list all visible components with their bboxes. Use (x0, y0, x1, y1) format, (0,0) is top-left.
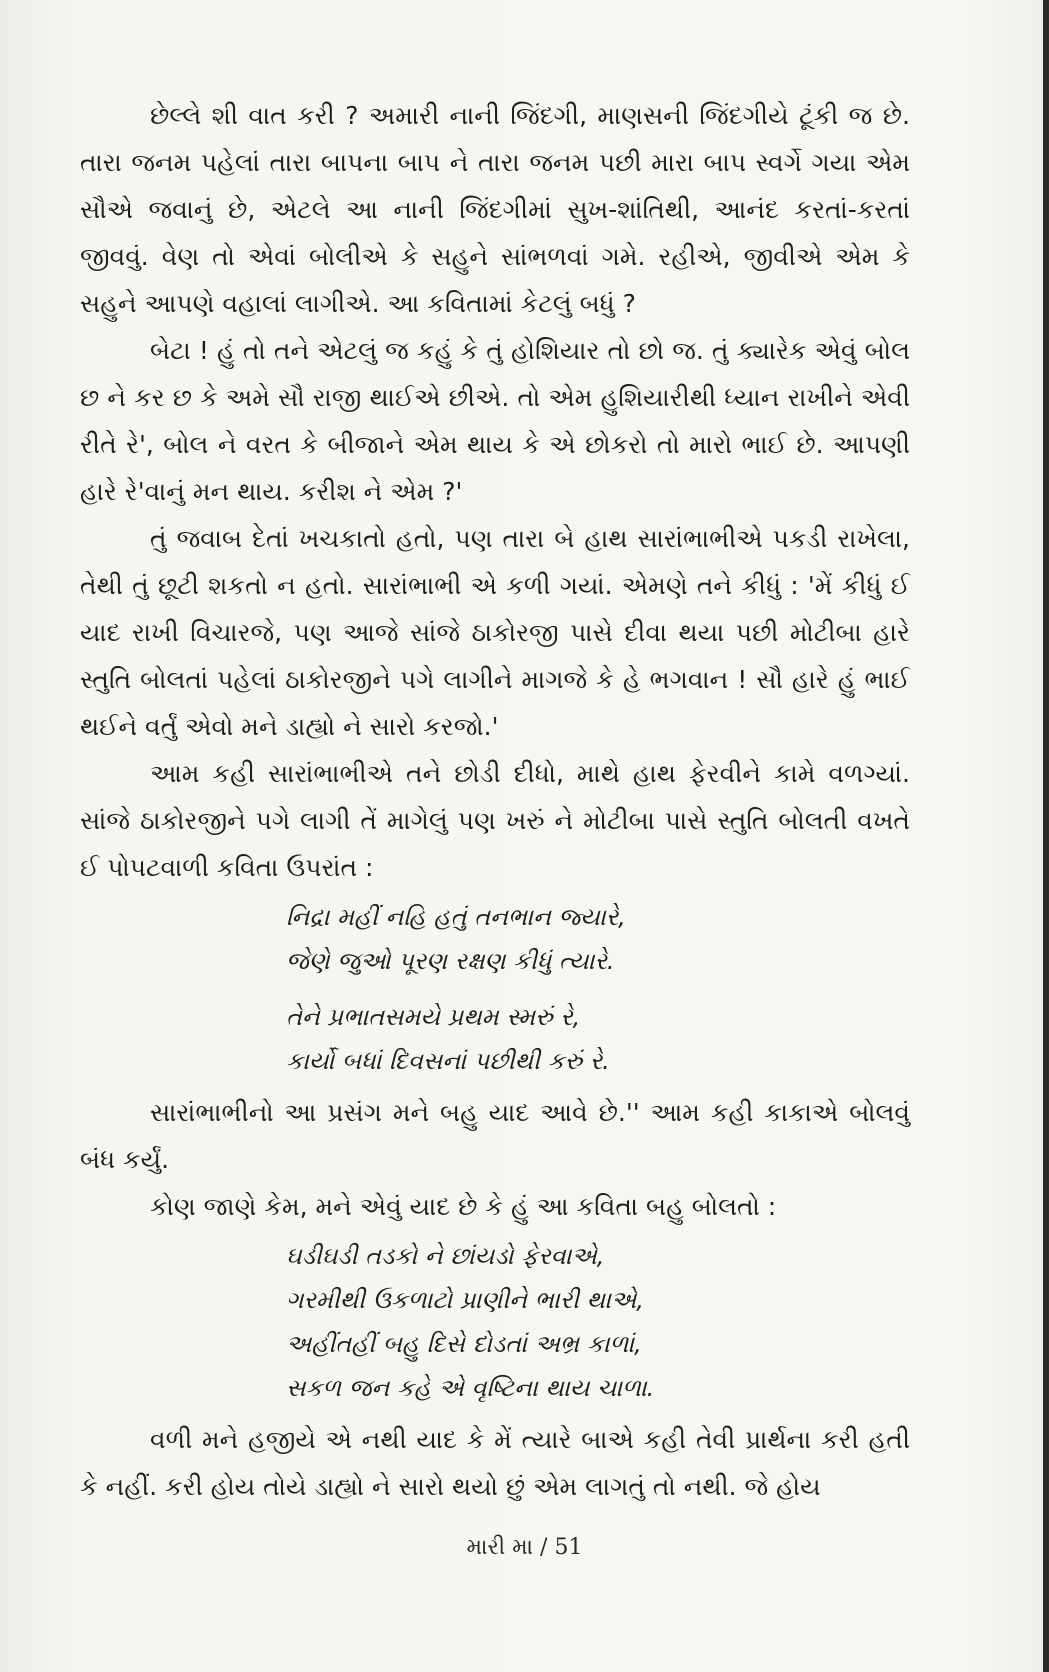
paragraph-1: છેલ્લે શી વાત કરી ? અમારી નાની જિંદગી, માણસની જિંદગીયે ટૂંકી જ છે. તારા જનમ પહેલાં તારા બાપના બાપ ને તારા જનમ પછી મારા બાપ સ્વર્ગે ગયા એમ સૌએ જવાનું છે, એટલે આ નાની જિંદગીમાં સુખ-શાંતિથી, આનંદ કરતાં-કરતાં જીવવું. વેણ તો એવાં બોલીએ કે સહુને સાંભળવાં ગમે. રહીએ, જીવીએ એમ કે સહુને આપણે વહાલાં લાગીએ. આ કવિતામાં કેટલું બધું ? (80, 101, 910, 318)
paragraph-4: આમ કહી સારાંભાભીએ તને છોડી દીધો, માથે હાથ ફેરવીને કામે વળગ્યાં. સાંજે ઠાકોરજીને પગે લાગી તેં માગેલું પણ ખરું ને મોટીબા પાસે સ્તુતિ બોલતી વખતે ઈ પોપટવાળી કવિતા ઉપરાંત : (80, 759, 910, 882)
page-footer: મારી મા / 51 (466, 1535, 583, 1560)
poem-line: સકળ જન કહે એ વૃષ્ટિના થાય ચાળા. (286, 1374, 655, 1402)
poem-line: અહીંતહીં બહુ દિસે દોડતાં અભ્ર કાળાં, (286, 1330, 642, 1358)
paragraph-2: બેટા ! હું તો તને એટલું જ કહું કે તું હોશિયાર તો છો જ. તું ક્યારેક એવું બોલ છ ને કર છ કે અમે સૌ રાજી થાઈએ છીએ. તો એમ હુશિયારીથી ધ્યાન રાખીને એવી રીતે રે', બોલ ને વરત કે બીજાને એમ થાય કે એ છોકરો તો મારો ભાઈ છે. આપણી હારે રે'વાનું મન થાય. કરીશ ને એમ ?' (80, 336, 910, 506)
paragraph-6: કોણ જાણે કેમ, મને એવું યાદ છે કે હું આ કવિતા બહુ બોલતો : (150, 1192, 777, 1221)
poem-line: જેણે જુઓ પૂરણ રક્ષણ કીધું ત્યારે. (286, 947, 615, 975)
poem-line: ગરમીથી ઉકળાટો પ્રાણીને ભારી થાએ, (286, 1286, 644, 1314)
stanza-gap (286, 983, 910, 995)
poem-line: નિદ્રા મહીં નહિ હતું તનભાન જ્યારે, (286, 903, 626, 931)
poem-line: કાર્યો બધાં દિવસનાં પછીથી કરું રે. (286, 1047, 610, 1075)
poem-weather (80, 1234, 910, 1410)
poem-line: ઘડીઘડી તડકો ને છાંયડો ફેરવાએ, (286, 1242, 605, 1270)
body-text (80, 92, 910, 1510)
paragraph-7: વળી મને હજીયે એ નથી યાદ કે મેં ત્યારે બાએ કહી તેવી પ્રાર્થના કરી હતી કે નહીં. કરી હોય તોયે ડાહ્યો ને સારો થયો છું એમ લાગતું તો નથી. જે હોય (80, 1425, 910, 1501)
paragraph-5: સારાંભાભીનો આ પ્રસંગ મને બહુ યાદ આવે છે.'' આમ કહી કાકાએ બોલવું બંધ કર્યું. (80, 1098, 910, 1174)
paragraph-3: તું જવાબ દેતાં ખચકાતો હતો, પણ તારા બે હાથ સારાંભાભીએ પકડી રાખેલા, તેથી તું છૂટી શકતો ન હતો. સારાંભાભી એ કળી ગયાં. એમણે તને કીધું : 'મેં કીધું ઈ યાદ રાખી વિચારજે, પણ આજે સાંજે ઠાકોરજી પાસે દીવા થયા પછી મોટીબા હારે સ્તુતિ બોલતાં પહેલાં ઠાકોરજીને પગે લાગીને માગજે કે હે ભગવાન ! સૌ હારે હું ભાઈ થઈને વર્તું એવો મને ડાહ્યો ને સારો કરજો.' (80, 524, 910, 741)
poem-prayer (80, 895, 910, 1083)
poem-line: તેને પ્રભાતસમયે પ્રથમ સ્મરું રે, (286, 1003, 581, 1031)
page-edge-shadow (1043, 0, 1049, 1672)
